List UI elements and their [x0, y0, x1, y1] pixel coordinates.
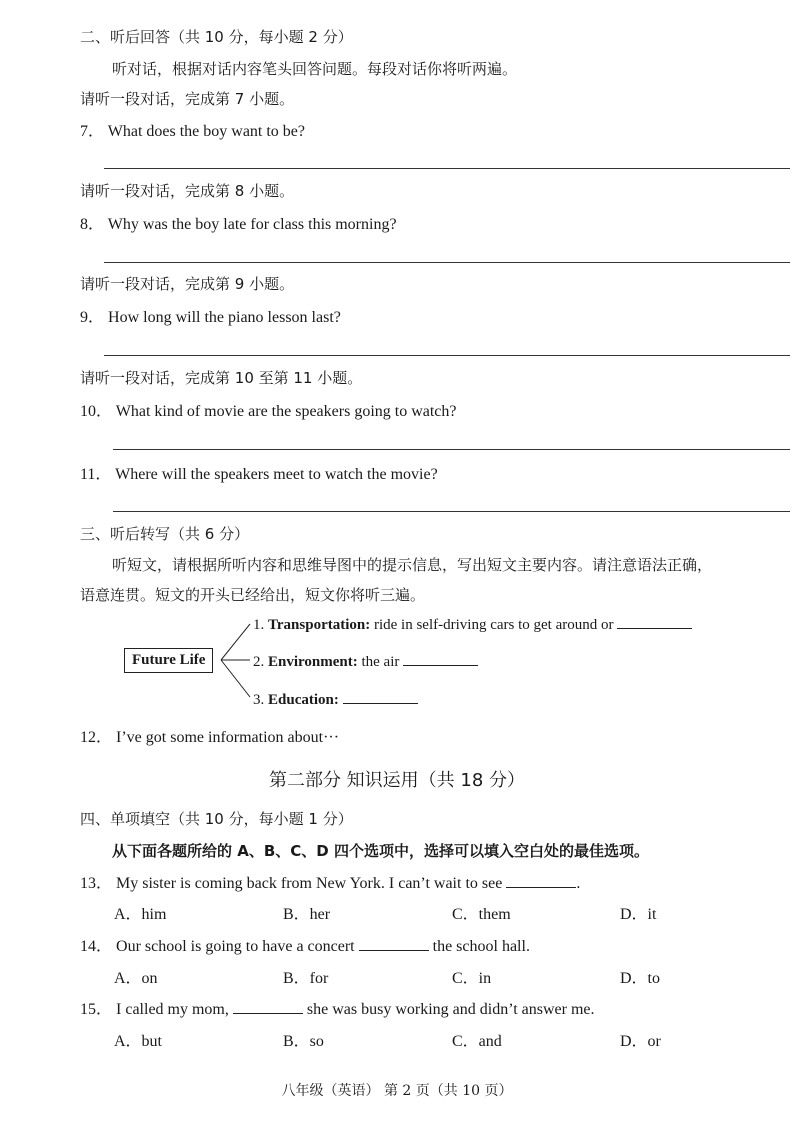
branch-number: 2.: [253, 654, 265, 670]
question-12: [80, 724, 339, 747]
question-text: How long will the piano lesson last?: [108, 309, 341, 326]
option-b[interactable]: B．so: [283, 1033, 324, 1050]
question-number: 15．: [80, 1001, 113, 1018]
section-3-heading: 三、听后转写（共 6 分）: [80, 525, 250, 543]
question-number: 11．: [80, 466, 112, 483]
question-text-after: she was busy working and didn’t answer me.: [306, 1001, 595, 1018]
question-14: [80, 933, 530, 956]
section-2-heading: 二、听后回答（共 10 分，每小题 2 分）: [80, 28, 353, 46]
fill-blank[interactable]: [403, 651, 478, 666]
part-2-title: 第二部分 知识运用（共 18 分）: [268, 770, 526, 791]
fill-blank[interactable]: [233, 999, 303, 1014]
option-c[interactable]: C．in: [452, 970, 492, 987]
question-13: [80, 870, 580, 893]
group-prompt: 请听一段对话，完成第 8 小题。: [80, 182, 295, 200]
section-4-heading: 四、单项填空（共 10 分，每小题 1 分）: [80, 810, 353, 828]
fill-blank[interactable]: [617, 614, 692, 629]
branch-label: Education:: [268, 692, 339, 708]
fill-blank[interactable]: [343, 689, 418, 704]
question-text-after: .: [576, 875, 581, 892]
option-a[interactable]: A．but: [114, 1033, 163, 1050]
mindmap-center-box: Future Life: [124, 648, 213, 673]
question-number: 8．: [80, 216, 105, 233]
branch-number: 3.: [253, 692, 265, 708]
branch-number: 1.: [253, 617, 265, 633]
mindmap-branch-transportation: [253, 614, 692, 634]
question-text: What kind of movie are the speakers going to watch?: [115, 403, 457, 420]
group-prompt: 请听一段对话，完成第 9 小题。: [80, 275, 295, 293]
section-3-instruction: 听短文，请根据所听内容和思维导图中的提示信息，写出短文主要内容。请注意语法正确，: [112, 556, 713, 574]
mindmap-branch-education: [253, 689, 418, 709]
option-d[interactable]: D．it: [620, 906, 657, 923]
branch-text: ride in self-driving cars to get around or: [373, 617, 614, 633]
group-prompt: 请听一段对话，完成第 7 小题。: [80, 90, 295, 108]
option-b[interactable]: B．for: [283, 970, 329, 987]
question-text: Where will the speakers meet to watch the movie?: [115, 466, 438, 483]
question-text: What does the boy want to be?: [107, 123, 306, 140]
question-number: 14．: [80, 938, 113, 955]
question-number: 9．: [80, 309, 105, 326]
group-prompt: 请听一段对话，完成第 10 至第 11 小题。: [80, 369, 363, 387]
question-number: 12．: [80, 729, 113, 746]
fill-blank[interactable]: [359, 936, 429, 951]
option-a[interactable]: A．on: [114, 970, 158, 987]
branch-label: Transportation:: [268, 617, 371, 633]
question-text-before: I called my mom,: [116, 1001, 229, 1018]
fill-blank[interactable]: [506, 873, 576, 888]
mindmap-branch-environment: [253, 651, 478, 671]
section-4-instruction: 从下面各题所给的 A、B、C、D 四个选项中，选择可以填入空白处的最佳选项。: [112, 842, 649, 860]
section-2-instruction: 听对话，根据对话内容笔头回答问题。每段对话你将听两遍。: [112, 60, 518, 78]
question-text-after: the school hall.: [432, 938, 530, 955]
question-text: Why was the boy late for class this morning?: [107, 216, 397, 233]
branch-label: Environment:: [268, 654, 358, 670]
question-text: I’ve got some information about···: [116, 729, 340, 746]
question-text-before: Our school is going to have a concert: [116, 938, 355, 955]
option-a[interactable]: A．him: [114, 906, 167, 923]
question-text-before: My sister is coming back from New York. I can’t wait to see: [116, 875, 503, 892]
section-3-instruction-cont: 语意连贯。短文的开头已经给出，短文你将听三遍。: [80, 586, 426, 604]
branch-text: the air: [361, 654, 400, 670]
option-d[interactable]: D．to: [620, 970, 661, 987]
question-number: 7．: [80, 123, 105, 140]
page-footer: 八年级（英语） 第 2 页（共 10 页）: [281, 1083, 513, 1099]
option-c[interactable]: C．them: [452, 906, 511, 923]
question-number: 13．: [80, 875, 113, 892]
question-15: [80, 996, 595, 1019]
option-c[interactable]: C．and: [452, 1033, 502, 1050]
question-number: 10．: [80, 403, 113, 420]
option-b[interactable]: B．her: [283, 906, 331, 923]
option-d[interactable]: D．or: [620, 1033, 661, 1050]
